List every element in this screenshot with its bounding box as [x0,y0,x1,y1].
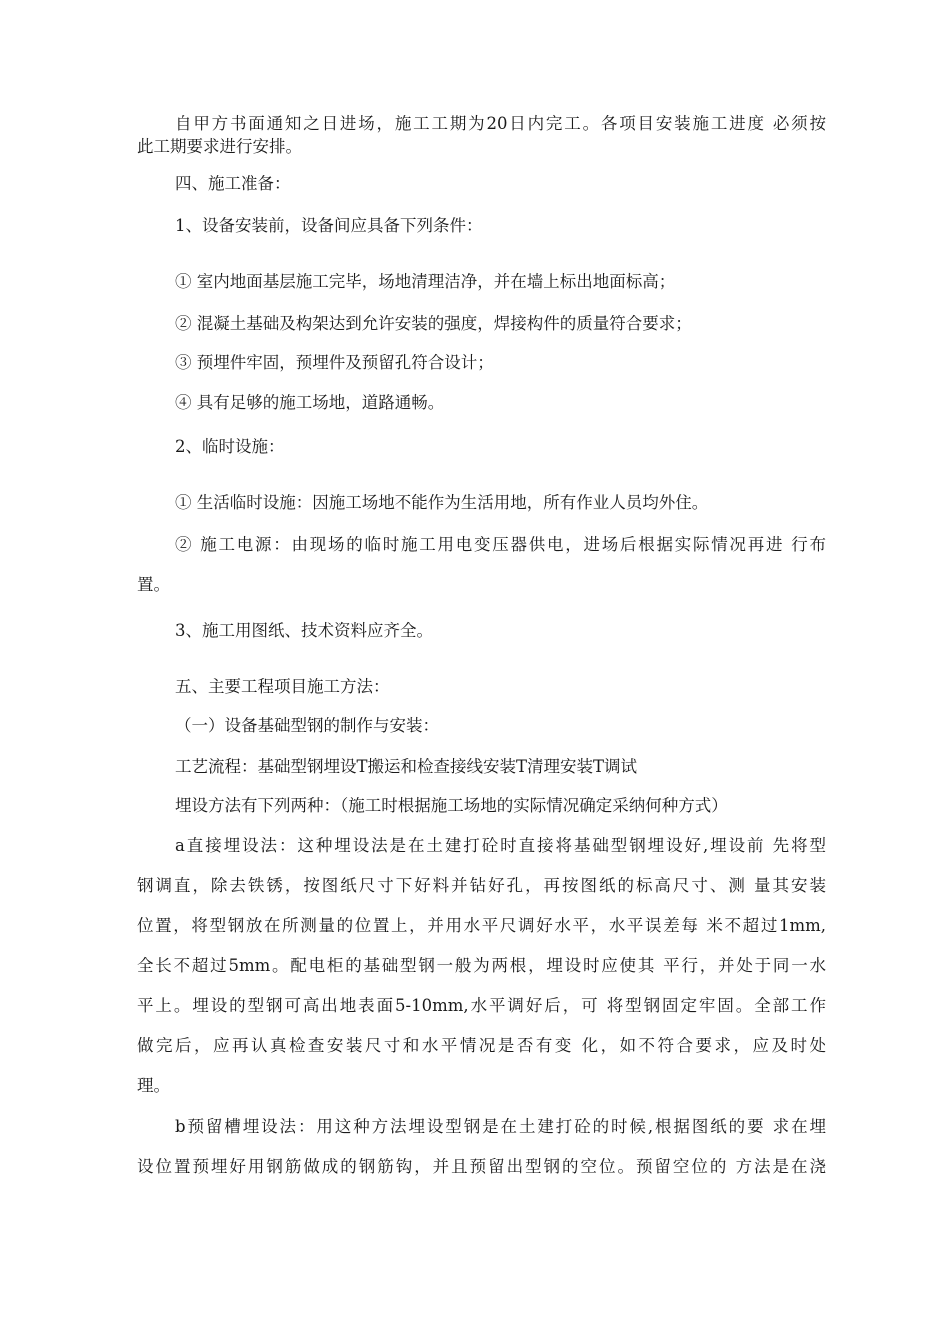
subsection-heading: 3、施工用图纸、技术资料应齐全。 [175,621,433,640]
section-heading: 四、施工准备： [175,174,291,193]
list-item: ① 生活临时设施：因施工场地不能作为生活用地，所有作业人员均外住。 [175,493,709,512]
paragraph-line: 全长不超过5mm。配电柜的基础型钢一般为两根，埋设时应使其 平行，并处于同一水 [137,956,826,975]
subsection-heading: （一）设备基础型钢的制作与安装： [175,716,439,735]
paragraph-line: b预留槽埋设法：用这种方法埋设型钢是在土建打砼的时候,根据图纸的要 求在埋 [175,1117,826,1136]
paragraph-line: 自甲方书面通知之日进场，施工工期为20日内完工。各项目安装施工进度 必须按 [175,114,826,133]
paragraph-line: 此工期要求进行安排。 [137,137,302,156]
list-item: ② 施工电源：由现场的临时施工用电变压器供电，进场后根据实际情况再进 行布 [175,535,826,554]
paragraph-line: 理。 [137,1076,170,1095]
paragraph-line: 置。 [137,575,170,594]
paragraph-line: 位置，将型钢放在所测量的位置上，并用水平尺调好水平，水平误差每 米不超过1mm, [137,916,826,935]
paragraph-line: 设位置预埋好用钢筋做成的钢筋钩，并且预留出型钢的空位。预留空位的 方法是在浇 [137,1157,826,1176]
list-item: ④ 具有足够的施工场地，道路通畅。 [175,393,445,412]
section-heading: 五、主要工程项目施工方法： [175,677,390,696]
list-item: ① 室内地面基层施工完毕，场地清理洁净，并在墙上标出地面标高； [175,272,676,291]
subsection-heading: 2、临时设施： [175,437,285,456]
paragraph-line: 做完后，应再认真检查安装尺寸和水平情况是否有变 化，如不符合要求，应及时处 [137,1036,826,1055]
list-item: ③ 预埋件牢固，预埋件及预留孔符合设计； [175,353,494,372]
paragraph-line: a直接埋设法：这种埋设法是在土建打砼时直接将基础型钢埋设好,埋设前 先将型 [175,836,826,855]
paragraph-line: 平上。埋设的型钢可高出地表面5-10mm,水平调好后，可 将型钢固定牢固。全部工作 [137,996,826,1015]
subsection-heading: 1、设备安装前，设备间应具备下列条件： [175,216,483,235]
paragraph-line: 工艺流程：基础型钢埋设T搬运和检查接线安装T清理安装T调试 [175,757,638,776]
paragraph-line: 埋设方法有下列两种：（施工时根据施工场地的实际情况确定采纳何种方式） [175,796,728,815]
list-item: ② 混凝土基础及构架达到允许安装的强度，焊接构件的质量符合要求； [175,314,692,333]
paragraph-line: 钢调直，除去铁锈，按图纸尺寸下好料并钻好孔，再按图纸的标高尺寸、测 量其安装 [137,876,826,895]
